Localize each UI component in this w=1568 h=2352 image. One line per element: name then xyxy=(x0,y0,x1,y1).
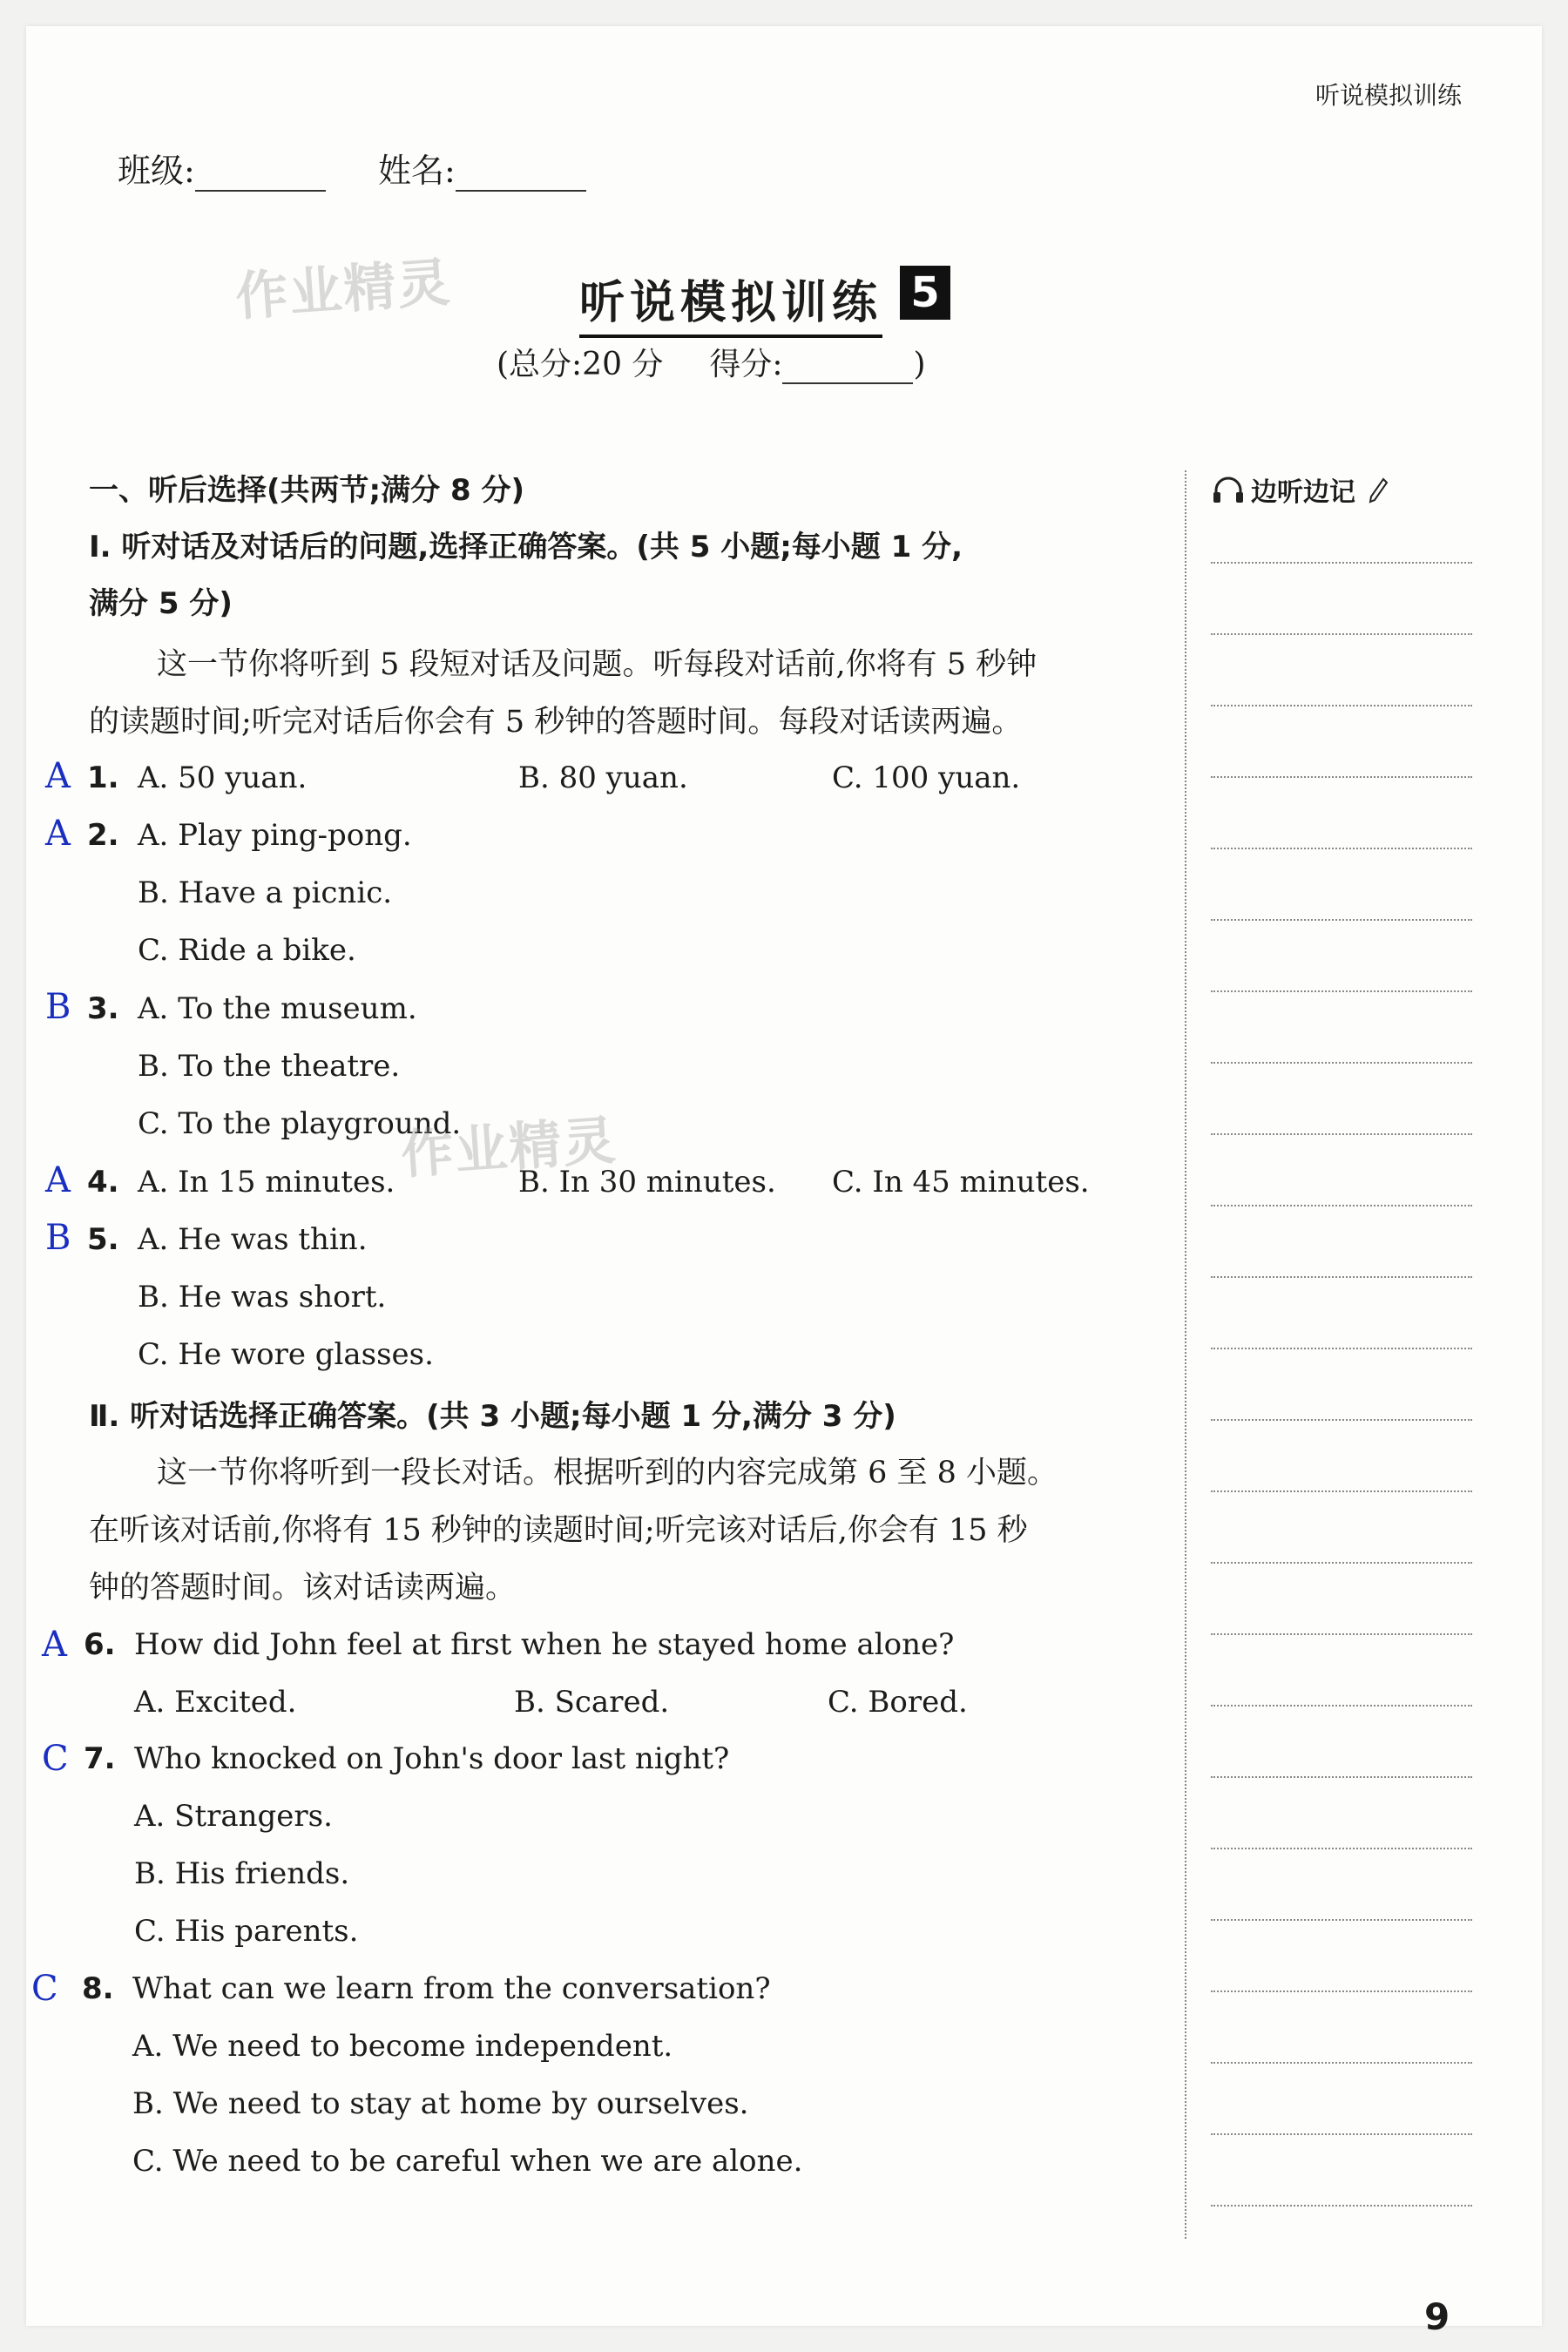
question-stem: What can we learn from the conversation? xyxy=(132,1971,771,2006)
note-line[interactable] xyxy=(1211,1490,1472,1492)
notes-title: 边听边记 xyxy=(1251,477,1355,508)
answer-mark: C xyxy=(31,1969,58,2009)
score-line xyxy=(497,340,926,384)
note-line[interactable] xyxy=(1211,1562,1472,1564)
answer-mark: A xyxy=(45,1160,71,1200)
option[interactable]: C. His parents. xyxy=(134,1914,359,1949)
note-line[interactable] xyxy=(1211,919,1472,921)
answer-mark: B xyxy=(45,1218,71,1258)
option[interactable]: B. To the theatre. xyxy=(138,1049,401,1084)
option[interactable]: B. In 30 minutes. xyxy=(518,1165,776,1200)
question-stem: How did John feel at first when he stayed home alone? xyxy=(134,1627,955,1662)
note-line[interactable] xyxy=(1211,990,1472,992)
section-heading: 一、听后选择(共两节;满分 8 分) xyxy=(89,473,525,508)
option[interactable]: B. His friends. xyxy=(134,1856,350,1891)
answer-mark: B xyxy=(45,987,71,1027)
note-line[interactable] xyxy=(1211,2133,1472,2135)
note-line[interactable] xyxy=(1211,848,1472,849)
note-line[interactable] xyxy=(1211,1848,1472,1849)
question-number: 4. xyxy=(87,1165,119,1200)
option[interactable]: C. Ride a bike. xyxy=(138,933,356,968)
note-line[interactable] xyxy=(1211,562,1472,564)
question-number: 6. xyxy=(84,1627,116,1662)
question-number: 7. xyxy=(84,1741,116,1776)
question-number: 2. xyxy=(87,818,119,853)
question-stem: Who knocked on John's door last night? xyxy=(134,1741,730,1776)
option[interactable]: A. Play ping-pong. xyxy=(138,818,412,853)
option[interactable]: C. To the playground. xyxy=(138,1106,462,1141)
part1-instruction-line1: 这一节你将听到 5 段短对话及问题。听每段对话前,你将有 5 秒钟 xyxy=(157,647,1037,682)
sidebar-divider xyxy=(1185,470,1186,2239)
note-line[interactable] xyxy=(1211,2062,1472,2064)
note-line[interactable] xyxy=(1211,1705,1472,1707)
note-line[interactable] xyxy=(1211,1919,1472,1921)
note-line[interactable] xyxy=(1211,633,1472,635)
question-number: 1. xyxy=(87,760,119,795)
part2-instruction-line1: 这一节你将听到一段长对话。根据听到的内容完成第 6 至 8 小题。 xyxy=(157,1456,1058,1490)
option[interactable]: C. In 45 minutes. xyxy=(832,1165,1090,1200)
note-line[interactable] xyxy=(1211,1205,1472,1206)
answer-mark: A xyxy=(45,756,71,796)
total-score: (总分:20 分 xyxy=(497,347,664,382)
name-label: 姓名: xyxy=(378,152,456,190)
part2-instruction-line3: 钟的答题时间。该对话读两遍。 xyxy=(89,1571,517,1605)
name-blank[interactable] xyxy=(456,190,586,192)
note-line[interactable] xyxy=(1211,776,1472,778)
note-line[interactable] xyxy=(1211,1633,1472,1635)
score-close: ) xyxy=(913,347,926,382)
option[interactable]: B. 80 yuan. xyxy=(518,760,688,795)
part1-instruction-line2: 的读题时间;听完对话后你会有 5 秒钟的答题时间。每段对话读两遍。 xyxy=(89,705,1023,740)
option[interactable]: C. We need to be careful when we are alone. xyxy=(132,2144,803,2179)
option[interactable]: B. He was short. xyxy=(138,1280,387,1315)
title-block xyxy=(579,266,950,327)
part1-heading-line1: Ⅰ. 听对话及对话后的问题,选择正确答案。(共 5 小题;每小题 1 分, xyxy=(89,530,963,564)
note-line[interactable] xyxy=(1211,1776,1472,1778)
watermark-middle: 作业精灵 xyxy=(399,1110,619,1186)
note-line[interactable] xyxy=(1211,1276,1472,1278)
score-blank[interactable] xyxy=(782,382,913,384)
note-line[interactable] xyxy=(1211,1419,1472,1421)
option[interactable]: B. Have a picnic. xyxy=(138,875,393,910)
question-number: 8. xyxy=(82,1971,114,2006)
class-label: 班级: xyxy=(118,152,195,190)
note-line[interactable] xyxy=(1211,705,1472,706)
option[interactable]: C. 100 yuan. xyxy=(832,760,1021,795)
option[interactable]: A. To the museum. xyxy=(138,991,417,1026)
answer-mark: A xyxy=(42,1625,67,1665)
headphones-icon xyxy=(1211,475,1246,513)
worksheet-page xyxy=(26,26,1542,2338)
page-number: 9 xyxy=(1424,2295,1450,2338)
note-line[interactable] xyxy=(1211,2205,1472,2207)
running-header: 听说模拟训练 xyxy=(1315,81,1463,110)
score-label: 得分: xyxy=(709,347,783,382)
option[interactable]: A. Strangers. xyxy=(134,1799,333,1834)
answer-mark: A xyxy=(45,814,71,854)
part1-heading-line2: 满分 5 分) xyxy=(89,586,233,621)
page-title: 听说模拟训练 xyxy=(579,266,882,338)
part2-heading: Ⅱ. 听对话选择正确答案。(共 3 小题;每小题 1 分,满分 3 分) xyxy=(89,1399,896,1434)
option[interactable]: B. We need to stay at home by ourselves. xyxy=(132,2086,749,2121)
title-number-badge: 5 xyxy=(900,266,950,320)
part2-instruction-line2: 在听该对话前,你将有 15 秒钟的读题时间;听完该对话后,你会有 15 秒 xyxy=(89,1513,1028,1548)
question-number: 5. xyxy=(87,1222,119,1257)
option[interactable]: A. In 15 minutes. xyxy=(138,1165,395,1200)
option[interactable]: A. Excited. xyxy=(134,1685,297,1720)
class-blank[interactable] xyxy=(195,190,326,192)
pencil-icon xyxy=(1368,477,1389,510)
option[interactable]: C. Bored. xyxy=(828,1685,968,1720)
note-line[interactable] xyxy=(1211,1133,1472,1135)
question-number: 3. xyxy=(87,991,119,1026)
option[interactable]: C. He wore glasses. xyxy=(138,1337,434,1372)
option[interactable]: A. 50 yuan. xyxy=(138,760,308,795)
notes-header xyxy=(1211,470,1389,513)
note-line[interactable] xyxy=(1211,1348,1472,1349)
note-line[interactable] xyxy=(1211,1062,1472,1064)
note-line[interactable] xyxy=(1211,1990,1472,1992)
answer-mark: C xyxy=(42,1739,69,1779)
option[interactable]: B. Scared. xyxy=(514,1685,670,1720)
watermark-top: 作业精灵 xyxy=(233,252,454,328)
option[interactable]: A. We need to become independent. xyxy=(132,2029,673,2064)
option[interactable]: A. He was thin. xyxy=(138,1222,368,1257)
student-info xyxy=(118,144,586,192)
